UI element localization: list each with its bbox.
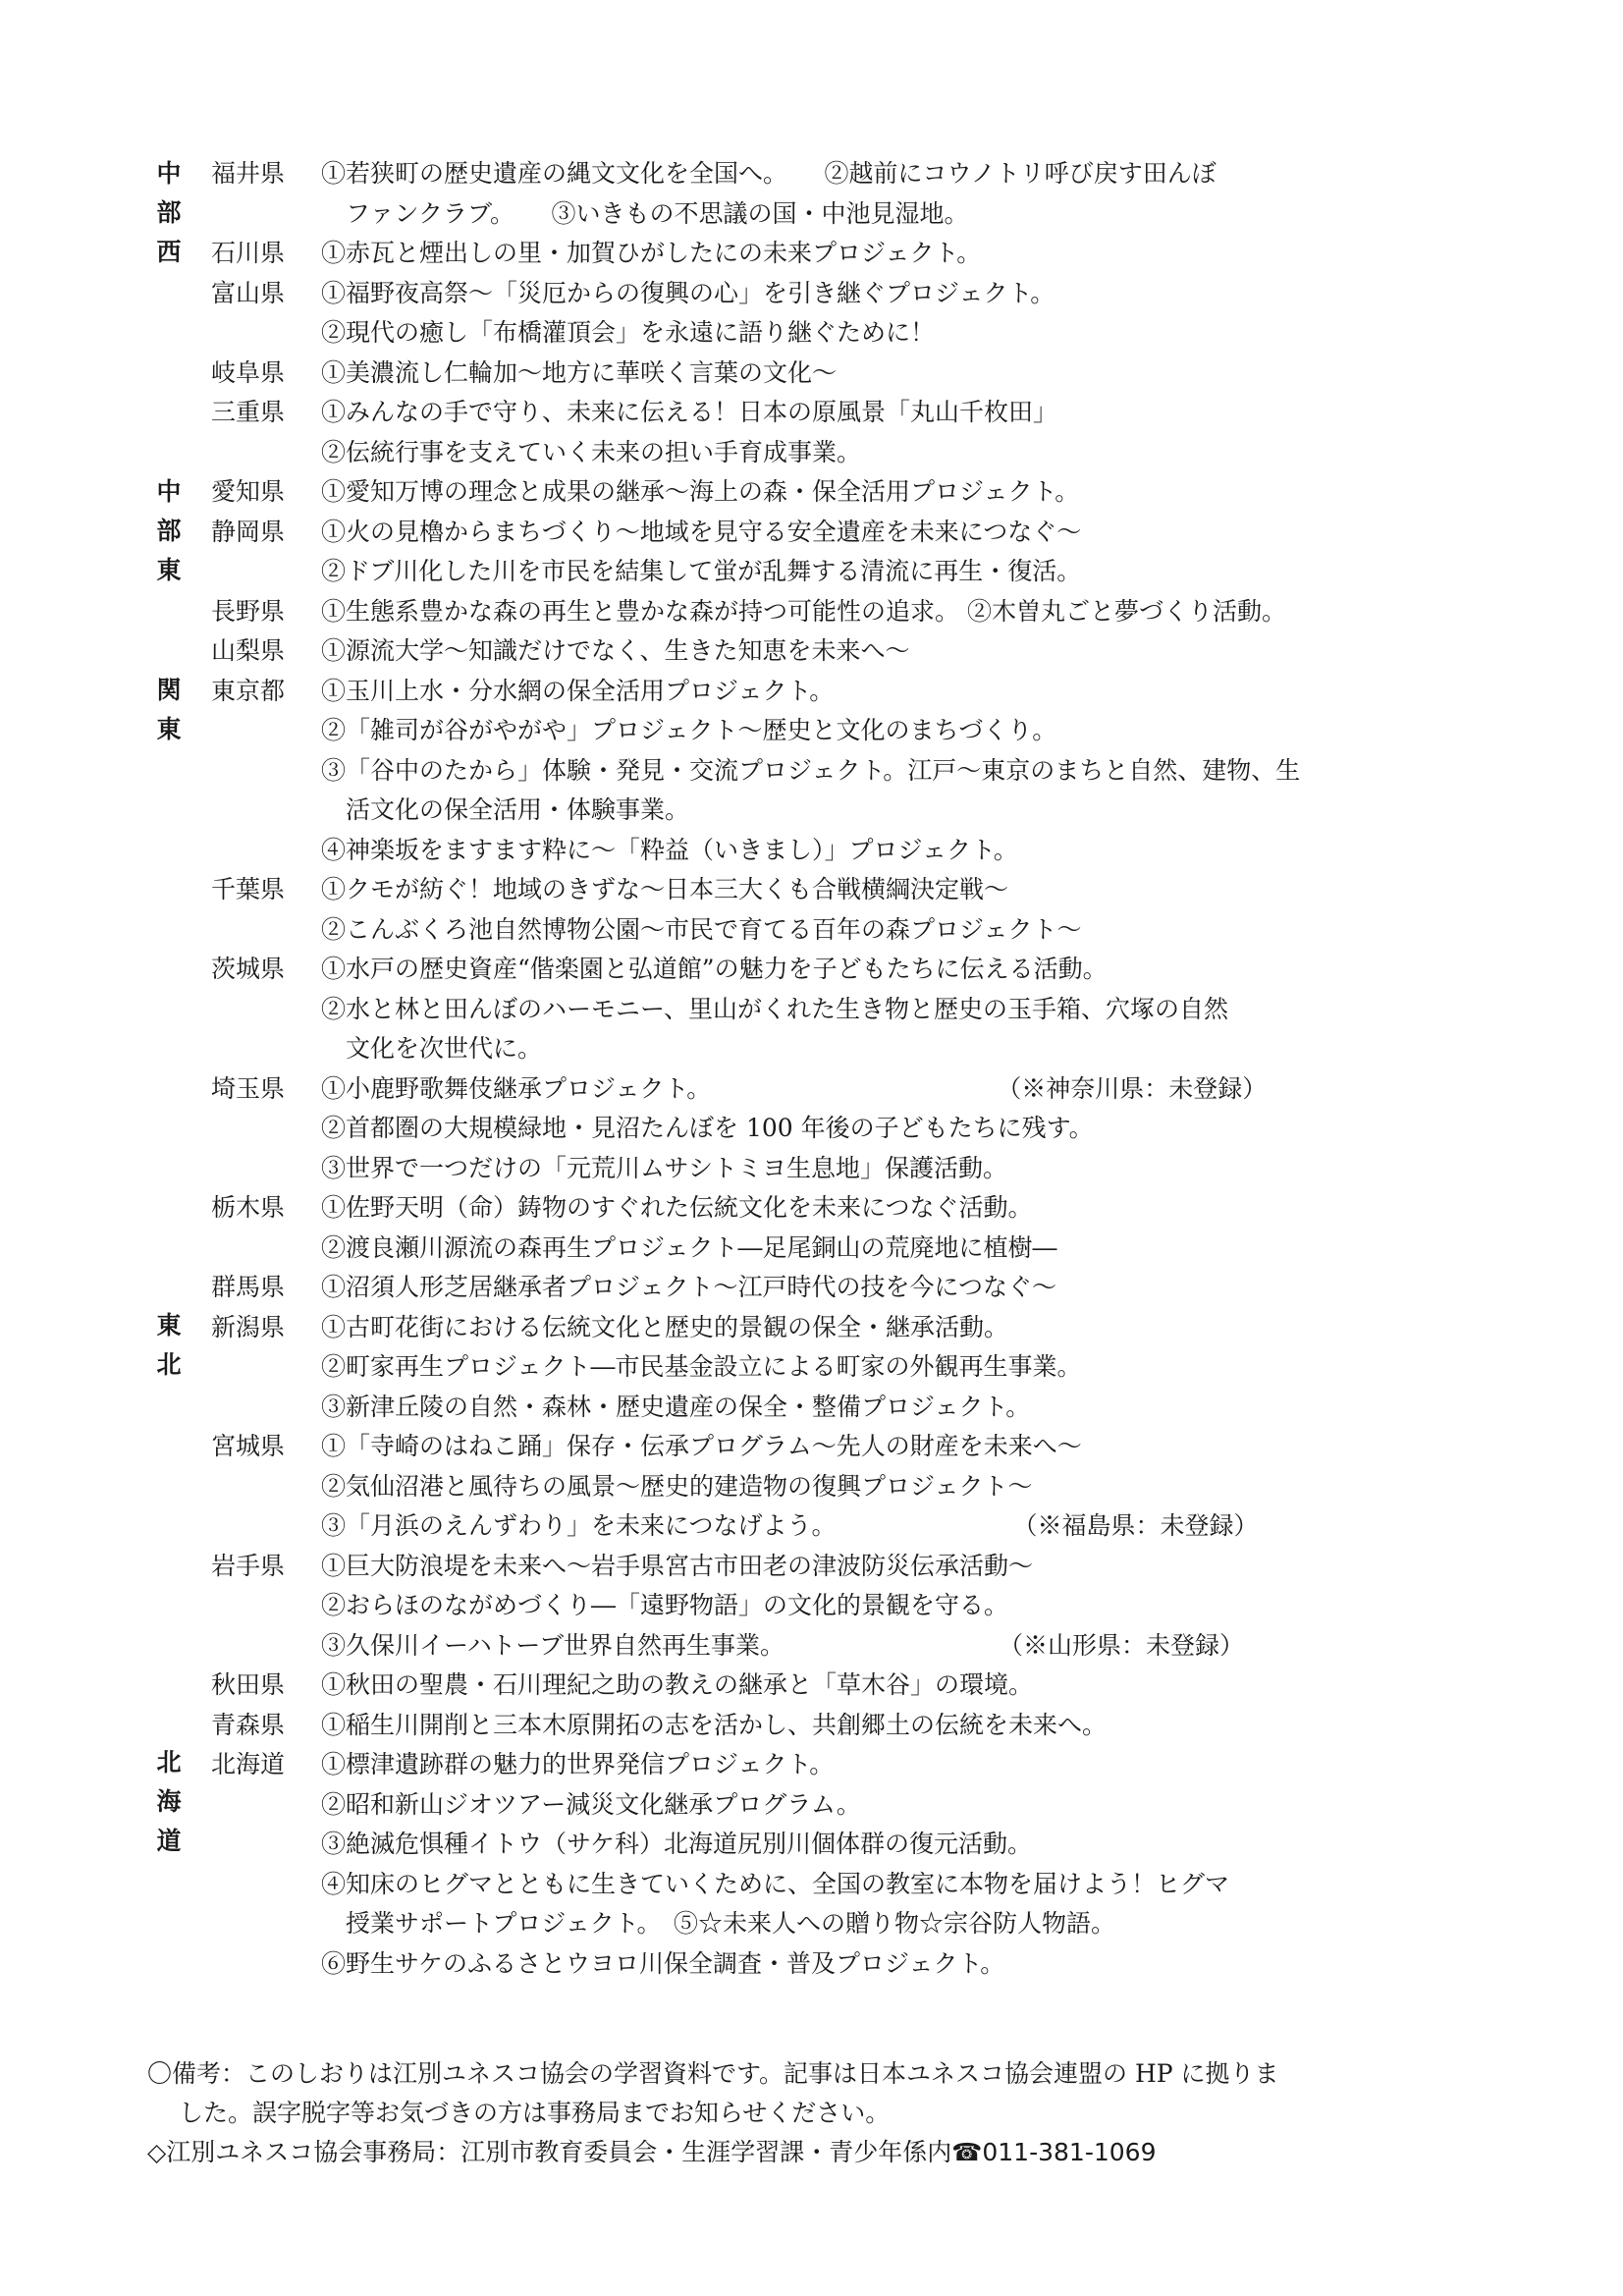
project-text: ③「月浜のえんずわり」を未来につなげよう。 — [321, 1511, 837, 1540]
project-line: ①稲生川開削と三本木原開拓の志を活かし、共創郷土の伝統を未来へ。 — [321, 1710, 1108, 1739]
prefecture-entry-fukui — [211, 154, 1488, 234]
project-line: ②「雑司が谷がやがや」プロジェクト～歴史と文化のまちづくり。 — [321, 716, 1057, 744]
project-line: ④神楽坂をますます粋に～「粋益（いきまし）」プロジェクト。 — [321, 835, 1018, 864]
prefecture-entry-ibaraki — [211, 950, 1488, 1069]
project-line: ①みんなの手で守り、未来に伝える！日本の原風景「丸山千枚田」 — [321, 398, 1058, 426]
region-char: 西 — [156, 238, 182, 266]
region-char: 東 — [156, 556, 182, 584]
region-hokkaido — [154, 1743, 184, 1861]
region-char: 関 — [156, 676, 182, 704]
prefecture-name: 新潟県 — [211, 1312, 286, 1341]
region-char: 東 — [156, 715, 182, 743]
project-line: ①火の見櫓からまちづくり～地域を見守る安全遺産を未来につなぐ～ — [321, 517, 1082, 546]
project-line: ③新津丘陵の自然・森林・歴史遺産の保全・整備プロジェクト。 — [321, 1392, 1031, 1421]
project-line: ①秋田の聖農・石川理紀之助の教えの継承と「草木谷」の環境。 — [321, 1670, 1034, 1699]
prefecture-name: 愛知県 — [211, 477, 286, 506]
project-line: ②町家再生プロジェクト―市民基金設立による町家の外観再生事業。 — [321, 1352, 1082, 1381]
remarks-line: した。誤字脱字等お気づきの方は事務局までお知らせください。 — [179, 2099, 891, 2127]
project-text: ③久保川イーハトーブ世界自然再生事業。 — [321, 1630, 785, 1660]
project-line: ②おらほのながめづくり―「遠野物語」の文化的景観を守る。 — [321, 1591, 1009, 1619]
prefecture-name: 青森県 — [211, 1710, 286, 1739]
prefecture-name: 宮城県 — [211, 1432, 286, 1460]
project-line: ①沼須人形芝居継承者プロジェクト～江戸時代の技を今につなぐ～ — [321, 1273, 1057, 1301]
project-line: 文化を次世代に。 — [321, 1034, 543, 1063]
prefecture-name: 群馬県 — [211, 1273, 286, 1301]
prefecture-name: 茨城県 — [211, 955, 286, 983]
region-kanto — [154, 671, 184, 749]
prefecture-name: 岐阜県 — [211, 357, 286, 387]
project-line: ②首都圏の大規模緑地・見沼たんぼを 100 年後の子どもたちに残す。 — [321, 1114, 1094, 1142]
region-char: 中 — [156, 477, 182, 506]
prefecture-name: 長野県 — [211, 596, 286, 626]
region-char: 中 — [156, 159, 182, 188]
prefecture-entry-tochigi — [211, 1188, 1488, 1268]
region-char: 北 — [156, 1350, 182, 1379]
unregistered-note: （※神奈川県：未登録） — [997, 1073, 1268, 1103]
prefecture-name: 富山県 — [211, 278, 286, 307]
prefecture-name: 千葉県 — [211, 875, 286, 903]
remarks-line: 〇備考：このしおりは江別ユネスコ協会の学習資料です。記事は日本ユネスコ協会連盟の HP に拠りま — [147, 2059, 1279, 2088]
prefecture-entry-yamanashi — [211, 631, 1488, 672]
project-line: ②伝統行事を支えていく未来の担い手育成事業。 — [321, 437, 862, 466]
prefecture-name: 福井県 — [211, 159, 286, 188]
project-line: 活文化の保全活用・体験事業。 — [321, 795, 690, 824]
prefecture-entry-iwate — [211, 1547, 1488, 1667]
project-line: ①標津遺跡群の魅力的世界発信プロジェクト。 — [321, 1750, 835, 1778]
project-line-with-note — [321, 1506, 1488, 1547]
prefecture-name: 埼玉県 — [211, 1073, 286, 1103]
prefecture-name: 東京都 — [211, 676, 286, 705]
region-char: 東 — [156, 1311, 182, 1339]
project-text: ①小鹿野歌舞伎継承プロジェクト。 — [321, 1073, 712, 1103]
project-line: ①古町花街における伝統文化と歴史的景観の保全・継承活動。 — [321, 1312, 1009, 1341]
prefecture-entry-shizuoka — [211, 513, 1488, 592]
region-chubu-east — [154, 472, 184, 590]
project-line: ⑥野生サケのふるさとウヨロ川保全調査・普及プロジェクト。 — [321, 1948, 1005, 1978]
region-tohoku — [154, 1306, 184, 1385]
unregistered-note: （※福島県：未登録） — [1012, 1511, 1259, 1540]
project-line: ③「谷中のたから」体験・発見・交流プロジェクト。江戸～東京のまちと自然、建物、生 — [321, 755, 1301, 785]
prefecture-name: 北海道 — [211, 1750, 286, 1778]
prefecture-entry-hokkaido — [211, 1745, 1488, 1984]
prefecture-entry-toyama — [211, 274, 1488, 354]
project-line: ①若狭町の歴史遺産の縄文文化を全国へ。 ②越前にコウノトリ呼び戻す田んぼ — [321, 159, 1217, 188]
project-line: ①愛知万博の理念と成果の継承～海上の森・保全活用プロジェクト。 — [321, 477, 1080, 506]
project-line: ①水戸の歴史資産“偕楽園と弘道館”の魅力を子どもたちに伝える活動。 — [321, 955, 1108, 983]
project-line: 授業サポートプロジェクト。 ⑤☆未来人への贈り物☆宗谷防人物語。 — [321, 1909, 1116, 1938]
project-line: ②水と林と田んぼのハーモニー、里山がくれた生き物と歴史の玉手箱、穴塚の自然 — [321, 994, 1229, 1023]
project-line: ファンクラブ。 ③いきもの不思議の国・中池見湿地。 — [321, 198, 969, 228]
project-line: ①クモが紡ぐ！地域のきずな～日本三大くも合戦横綱決定戦～ — [321, 875, 1009, 903]
project-line: ③絶滅危惧種イトウ（サケ科）北海道尻別川個体群の復元活動。 — [321, 1830, 1033, 1858]
prefecture-entry-saitama — [211, 1069, 1488, 1189]
project-line: ④知床のヒグマとともに生きていくために、全国の教室に本物を届けよう！ヒグマ — [321, 1869, 1230, 1898]
project-line: ①福野夜高祭～「災厄からの復興の心」を引き継ぐプロジェクト。 — [321, 278, 1055, 307]
project-line: ②こんぶくろ池自然博物公園～市民で育てる百年の森プロジェクト～ — [321, 914, 1082, 944]
prefecture-entry-gifu — [211, 354, 1488, 394]
project-line-with-note — [321, 1626, 1488, 1667]
region-char: 北 — [156, 1748, 182, 1777]
prefecture-entry-aichi — [211, 472, 1488, 513]
prefecture-name: 岩手県 — [211, 1551, 286, 1580]
prefecture-name: 山梨県 — [211, 636, 286, 665]
region-char: 道 — [156, 1827, 182, 1855]
prefecture-entry-chiba — [211, 870, 1488, 950]
region-chubu-west — [154, 154, 184, 272]
project-line: ①「寺崎のはねこ踊」保存・伝承プログラム～先人の財産を未来へ～ — [321, 1432, 1082, 1460]
project-line: ②渡良瀬川源流の森再生プロジェクト―足尾銅山の荒廃地に植樹― — [321, 1232, 1057, 1262]
prefecture-name: 石川県 — [211, 239, 286, 267]
prefecture-entry-aomori — [211, 1706, 1488, 1746]
prefecture-entry-gunma — [211, 1268, 1488, 1308]
project-line: ①佐野天明（命）鋳物のすぐれた伝統文化を未来につなぐ活動。 — [321, 1193, 1033, 1222]
footer — [147, 2054, 1502, 2172]
prefecture-name: 三重県 — [211, 398, 286, 426]
region-char: 部 — [156, 198, 182, 227]
prefecture-name: 秋田県 — [211, 1670, 286, 1699]
region-char: 部 — [156, 517, 182, 545]
project-line: ①巨大防浪堤を未来へ～岩手県宮古市田老の津波防災伝承活動～ — [321, 1551, 1034, 1580]
office-contact: ◇江別ユネスコ協会事務局：江別市教育委員会・生涯学習課・青少年係内☎011-381-1069 — [147, 2138, 1157, 2166]
project-line: ①美濃流し仁輪加～地方に華咲く言葉の文化～ — [321, 357, 838, 387]
prefecture-entry-nagano — [211, 592, 1488, 632]
prefecture-name: 静岡県 — [211, 517, 286, 546]
project-list — [211, 154, 1488, 1984]
prefecture-entry-niigata — [211, 1308, 1488, 1428]
project-line: ②現代の癒し「布橋灌頂会」を永遠に語り継ぐために！ — [321, 318, 936, 347]
project-line: ③世界で一つだけの「元荒川ムサシトミヨ生息地」保護活動。 — [321, 1153, 1008, 1182]
project-line-with-note — [321, 1069, 1488, 1110]
prefecture-entry-tokyo — [211, 672, 1488, 871]
unregistered-note: （※山形県：未登録） — [999, 1630, 1245, 1660]
prefecture-entry-miyagi — [211, 1427, 1488, 1547]
project-line: ①玉川上水・分水網の保全活用プロジェクト。 — [321, 676, 835, 705]
project-line: ①赤瓦と煙出しの里・加賀ひがしたにの未来プロジェクト。 — [321, 239, 982, 267]
project-line: ①生態系豊かな森の再生と豊かな森が持つ可能性の追求。 ②木曽丸ごと夢づくり活動。 — [321, 596, 1286, 626]
prefecture-entry-mie — [211, 393, 1488, 472]
prefecture-entry-ishikawa — [211, 234, 1488, 274]
project-line: ①源流大学～知識だけでなく、生きた知恵を未来へ～ — [321, 636, 910, 665]
project-line: ②昭和新山ジオツアー減災文化継承プログラム。 — [321, 1789, 861, 1819]
prefecture-name: 栃木県 — [211, 1193, 286, 1222]
project-line: ②気仙沼港と風待ちの風景～歴史的建造物の復興プロジェクト～ — [321, 1471, 1033, 1501]
prefecture-entry-akita — [211, 1666, 1488, 1706]
project-line: ②ドブ川化した川を市民を結集して蛍が乱舞する清流に再生・復活。 — [321, 557, 1082, 585]
region-char: 海 — [156, 1787, 182, 1816]
